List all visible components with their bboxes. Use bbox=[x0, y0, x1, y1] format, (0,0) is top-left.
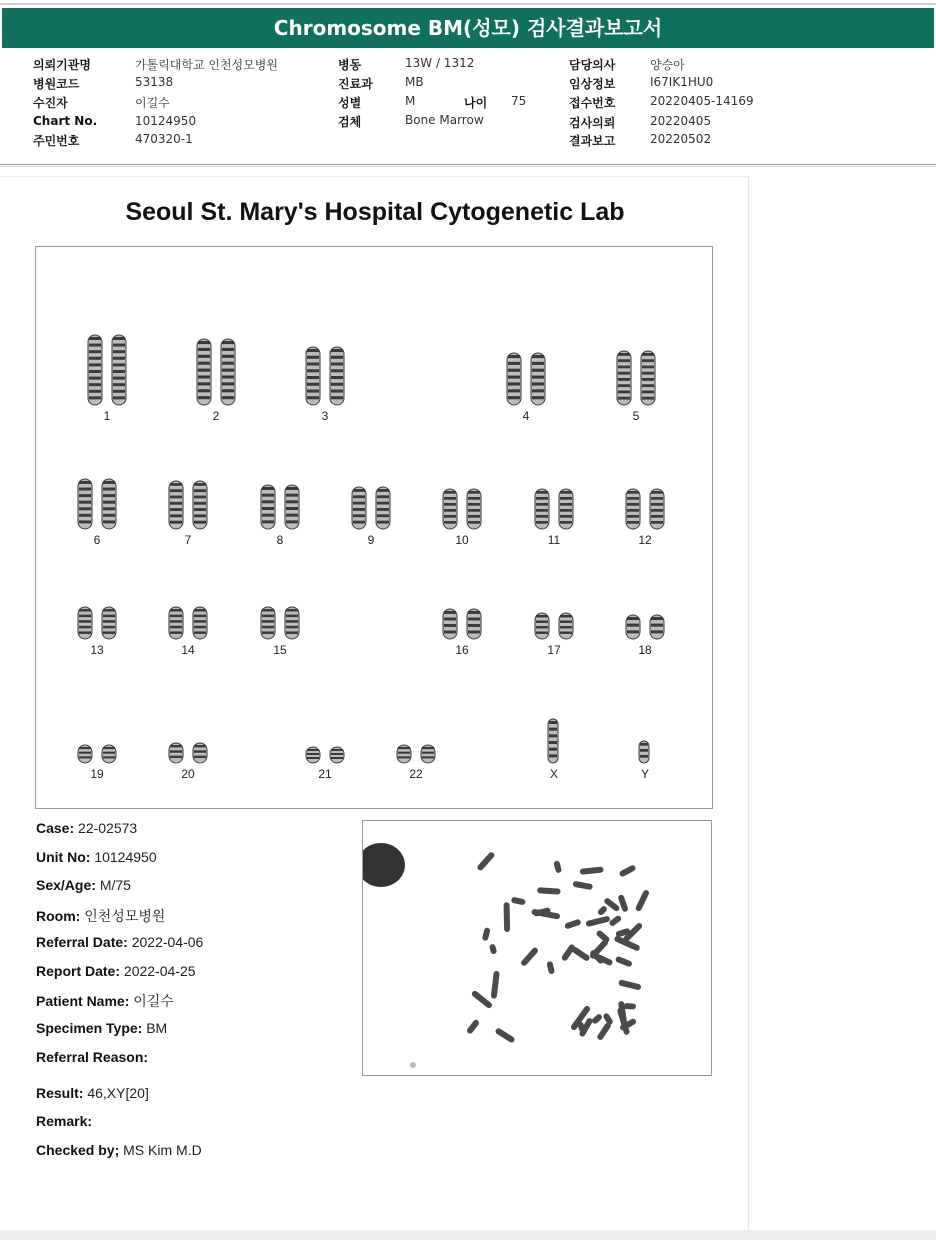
field-referral-reason: Referral Reason: bbox=[36, 1049, 149, 1065]
info-divider bbox=[0, 164, 936, 165]
chromosome-label: 5 bbox=[632, 409, 640, 423]
info-value-institution: 가톨릭대학교 인천성모병원 bbox=[135, 58, 278, 72]
chromosome-12 bbox=[620, 487, 670, 531]
chromosome-20 bbox=[163, 741, 213, 765]
chromosome-8 bbox=[255, 483, 305, 531]
field-referral-date: Referral Date: 2022-04-06 bbox=[36, 934, 204, 950]
info-label-sex: 성별 bbox=[338, 96, 362, 110]
info-label-ward: 병동 bbox=[338, 58, 362, 72]
info-label-test-request: 검사의뢰 bbox=[569, 116, 616, 130]
field-room: Room: 인천성모병원 bbox=[36, 908, 166, 924]
chromosome-15 bbox=[255, 605, 305, 641]
info-label-result-report: 결과보고 bbox=[569, 134, 616, 148]
karyotype-panel bbox=[35, 246, 713, 809]
info-value-chart-no: 10124950 bbox=[135, 114, 197, 128]
info-label-department: 진료과 bbox=[338, 77, 373, 91]
chromosome-label: 1 bbox=[103, 409, 111, 423]
chromosome-label: 15 bbox=[273, 643, 287, 657]
field-checked-by: Checked by; MS Kim M.D bbox=[36, 1142, 202, 1158]
chromosome-label: 13 bbox=[90, 643, 104, 657]
info-value-clinical-info: I67IK1HU0 bbox=[650, 75, 714, 89]
chromosome-label: 7 bbox=[184, 533, 192, 547]
chromosome-9 bbox=[346, 485, 396, 531]
chromosome-label: 4 bbox=[522, 409, 530, 423]
chromosome-11 bbox=[529, 487, 579, 531]
chromosome-10 bbox=[437, 487, 487, 531]
chromosome-label: 3 bbox=[321, 409, 329, 423]
chromosome-label: 11 bbox=[547, 533, 561, 547]
chromosome-5 bbox=[611, 349, 661, 407]
chromosome-label: 22 bbox=[409, 767, 423, 781]
info-value-doctor: 양승아 bbox=[650, 58, 685, 72]
info-value-patient: 이길수 bbox=[135, 96, 170, 110]
info-value-specimen: Bone Marrow bbox=[405, 113, 484, 127]
info-value-sex: M bbox=[405, 94, 416, 108]
field-sex-age: Sex/Age: M/75 bbox=[36, 877, 131, 893]
field-patient-name: Patient Name: 이길수 bbox=[36, 993, 174, 1009]
chromosome-label: 20 bbox=[181, 767, 195, 781]
info-value-ward: 13W / 1312 bbox=[405, 56, 475, 70]
chromosome-label: X bbox=[549, 767, 558, 781]
field-unit-no: Unit No: 10124950 bbox=[36, 849, 157, 865]
info-label-patient: 수진자 bbox=[33, 96, 68, 110]
chromosome-label: 18 bbox=[638, 643, 652, 657]
info-value-result-report: 20220502 bbox=[650, 132, 712, 146]
chromosome-label: 6 bbox=[93, 533, 101, 547]
info-value-department: MB bbox=[405, 75, 424, 89]
chromosome-7 bbox=[163, 479, 213, 531]
info-label-chart-no: Chart No. bbox=[33, 114, 98, 128]
info-label-hospital-code: 병원코드 bbox=[33, 77, 80, 91]
info-divider-light bbox=[0, 166, 936, 167]
info-label-clinical-info: 임상정보 bbox=[569, 77, 616, 91]
info-value-age: 75 bbox=[511, 94, 527, 108]
chromosome-Y bbox=[635, 739, 655, 765]
lab-title: Seoul St. Mary's Hospital Cytogenetic Lab bbox=[125, 198, 625, 226]
info-label-resident-no: 주민번호 bbox=[33, 134, 80, 148]
chromosome-3 bbox=[300, 345, 350, 407]
info-value-test-request: 20220405 bbox=[650, 114, 712, 128]
field-remark: Remark: bbox=[36, 1113, 93, 1129]
chromosome-X bbox=[544, 717, 564, 765]
info-label-doctor: 담당의사 bbox=[569, 58, 616, 72]
chromosome-label: 8 bbox=[276, 533, 284, 547]
chromosome-label: 16 bbox=[455, 643, 469, 657]
field-report-date: Report Date: 2022-04-25 bbox=[36, 963, 196, 979]
metaphase-spread-icon bbox=[363, 821, 711, 1075]
chromosome-17 bbox=[529, 611, 579, 641]
chromosome-13 bbox=[72, 605, 122, 641]
chromosome-label: Y bbox=[640, 767, 649, 781]
info-label-specimen: 검체 bbox=[338, 115, 362, 129]
chromosome-label: 19 bbox=[90, 767, 104, 781]
chromosome-label: 9 bbox=[367, 533, 375, 547]
chromosome-19 bbox=[72, 743, 122, 765]
metaphase-image bbox=[362, 820, 712, 1076]
chromosome-label: 2 bbox=[212, 409, 220, 423]
chromosome-6 bbox=[72, 477, 122, 531]
info-value-hospital-code: 53138 bbox=[135, 75, 174, 89]
chromosome-14 bbox=[163, 605, 213, 641]
chromosome-18 bbox=[620, 613, 670, 641]
chromosome-1 bbox=[82, 333, 132, 407]
chromosome-label: 21 bbox=[318, 767, 332, 781]
chromosome-21 bbox=[300, 745, 350, 765]
chromosome-16 bbox=[437, 607, 487, 641]
chromosome-2 bbox=[191, 337, 241, 407]
info-value-resident-no: 470320-1 bbox=[135, 132, 193, 146]
info-label-age: 나이 bbox=[464, 96, 488, 110]
chromosome-22 bbox=[391, 743, 441, 765]
field-specimen-type: Specimen Type: BM bbox=[36, 1020, 168, 1036]
report-title: Chromosome BM(성모) 검사결과보고서 bbox=[2, 8, 934, 48]
chromosome-label: 14 bbox=[181, 643, 195, 657]
top-rule bbox=[0, 3, 936, 5]
chromosome-4 bbox=[501, 351, 551, 407]
info-label-receipt-no: 접수번호 bbox=[569, 96, 616, 110]
bottom-bar bbox=[0, 1230, 936, 1240]
field-result: Result: 46,XY[20] bbox=[36, 1085, 149, 1101]
chromosome-label: 12 bbox=[638, 533, 652, 547]
chromosome-label: 10 bbox=[455, 533, 469, 547]
field-case: Case: 22-02573 bbox=[36, 820, 138, 836]
patient-info-block bbox=[0, 50, 936, 165]
info-value-receipt-no: 20220405-14169 bbox=[650, 94, 754, 108]
info-label-institution: 의뢰기관명 bbox=[33, 58, 91, 72]
chromosome-label: 17 bbox=[547, 643, 561, 657]
